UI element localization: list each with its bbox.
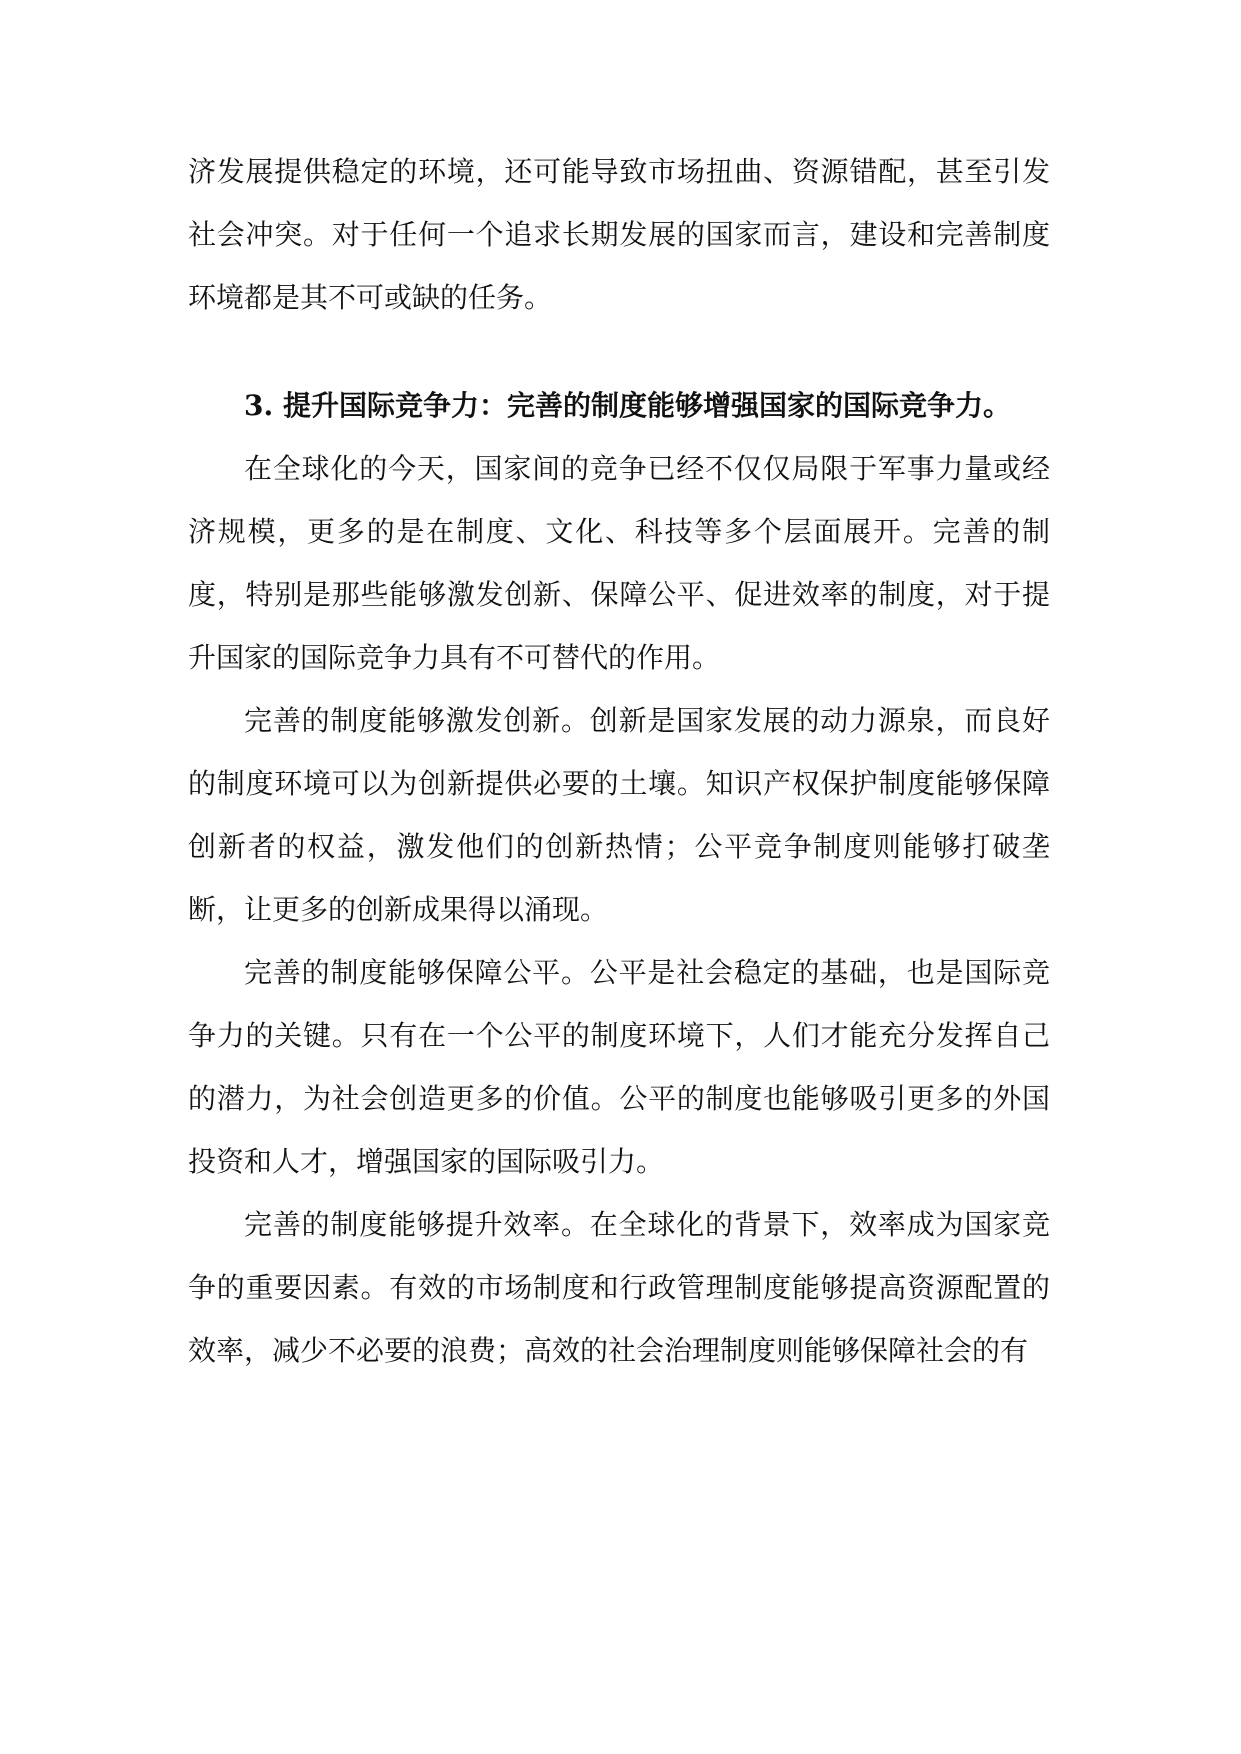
paragraph-innovation: 完善的制度能够激发创新。创新是国家发展的动力源泉，而良好的制度环境可以为创新提供必要的土壤。知识产权保护制度能够保障创新者的权益，激发他们的创新热情；公平竞争制度则能够打破垄断，让更多的创新成果得以涌现。: [188, 704, 1050, 926]
section-heading: 3. 提升国际竞争力：完善的制度能够增强国家的国际竞争力。: [244, 389, 1011, 422]
paragraph-gap: [188, 329, 1050, 374]
paragraph-fairness: 完善的制度能够保障公平。公平是社会稳定的基础，也是国际竞争力的关键。只有在一个公平的制度环境下，人们才能充分发挥自己的潜力，为社会创造更多的价值。公平的制度也能够吸引更多的外国投资和人才，增强国家的国际吸引力。: [188, 956, 1050, 1178]
paragraph-efficiency: 完善的制度能够提升效率。在全球化的背景下，效率成为国家竞争的重要因素。有效的市场制度和行政管理制度能够提高资源配置的效率，减少不必要的浪费；高效的社会治理制度则能够保障社会的有: [188, 1208, 1050, 1367]
document-body: [188, 140, 1050, 1382]
paragraph-continuation: 济发展提供稳定的环境，还可能导致市场扭曲、资源错配，甚至引发社会冲突。对于任何一个追求长期发展的国家而言，建设和完善制度环境都是其不可或缺的任务。: [188, 155, 1050, 314]
paragraph-competition: 在全球化的今天，国家间的竞争已经不仅仅局限于军事力量或经济规模，更多的是在制度、文化、科技等多个层面展开。完善的制度，特别是那些能够激发创新、保障公平、促进效率的制度，对于提升国家的国际竞争力具有不可替代的作用。: [188, 452, 1050, 674]
